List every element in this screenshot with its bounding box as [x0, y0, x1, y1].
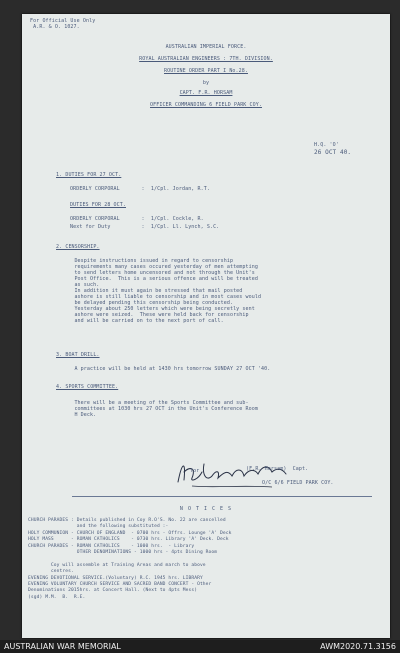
- title-line-3: ROUTINE ORDER PART I No.28.: [164, 68, 248, 74]
- section-4-body: There will be a meeting of the Sports Committee and sub- committees at 1030 hrs 27 OCT in the Unit's Conference Room H Deck.: [74, 400, 258, 418]
- divider: [72, 496, 372, 497]
- section-2-body: Despite instructions issued in regard to censorship requirements many cases occured yesterday of men attempting to send letters home uncensored and not through the Unit's Post Office. This is a serious offence and will be treated as such. In addition it must again be stressed that mail posted ashore is still liable to censorship and in most cases would be delayed pending this censorship being conducted. Yesterday about 250 letters which were being secretly sent ashore were seized. These were held back for censorship and will be carried on to the next port of call.: [74, 258, 262, 324]
- order-date: 26 OCT 40.: [314, 149, 352, 156]
- document-page: [22, 14, 390, 638]
- signatory-name: (F.R. Horsam) Capt.: [246, 466, 309, 472]
- signature-for: for: [190, 468, 200, 474]
- footer-bar: [0, 640, 400, 653]
- footer-accession: AWM2020.71.3156: [320, 642, 396, 651]
- title-line-1: AUSTRALIAN IMPERIAL FORCE.: [165, 44, 247, 50]
- section-3-body: A practice will be held at 1430 hrs tomorrow SUNDAY 27 OCT '40.: [62, 366, 271, 372]
- notices-title: N O T I C E S: [179, 506, 233, 512]
- section-1-line-2: ORDERLY CORPORAL : 1/Cpl. Cockle, R.: [70, 216, 204, 222]
- section-1-subtitle: DUTIES FOR 28 OCT.: [70, 202, 126, 208]
- title-line-4: by: [202, 80, 210, 86]
- section-1-line-3: Next for Duty : 1/Cpl. Ll. Lynch, S.C.: [70, 224, 220, 230]
- section-3-title: 3. BOAT DRILL.: [56, 352, 100, 358]
- section-2-title: 2. CENSORSHIP.: [56, 244, 100, 250]
- commander-name: CAPT. F.R. HORSAM: [179, 90, 233, 96]
- section-4-title: 4. SPORTS COMMITTEE.: [56, 384, 119, 390]
- notices-body: CHURCH PARADES : Details published in Coy R.O'S. No. 22 are cancelled and the following substituted :- HOLY COMMUNION - CHURCH OF ENGLAND - 0700 hrs - Offrs. Lounge 'A' Deck HOLY MASS - ROMAN CATHOLICS - 0730 hrs. Library 'A' Deck. Deck CHURCH PARADES - ROMAN CATHOLICS - 1000 hrs. - Library OTHER DENOMINATIONS - 1000 hrs - 4pts Dining Room Coy will assemble at Training Areas and march to above centres. EVENING DEVOTIONAL SERVICE.(Voluntary) R.C. 1945 hrs. LIBRARY EVENING VOLUNTARY CHURCH SERVICE AND SACRED BAND CONCERT - Other Denominations 2015hrs. at Concert Hall. (Next to 4pts Mess) (sgd) M.M. B. R.E.: [28, 518, 232, 600]
- signatory-unit: O/C 6/6 FIELD PARK COY.: [262, 480, 334, 486]
- commander-title: OFFICER COMMANDING 6 FIELD PARK COY.: [150, 102, 262, 108]
- title-line-2: ROYAL AUSTRALIAN ENGINEERS : 7TH. DIVISION.: [139, 56, 273, 62]
- footer-source: AUSTRALIAN WAR MEMORIAL: [4, 642, 121, 651]
- classification-stamp: For Official Use Only A.R. & O. 1027.: [30, 18, 96, 30]
- reference: H.Q. 'O': [314, 142, 339, 148]
- section-1-line-1: ORDERLY CORPORAL : 1/Cpl. Jordan, R.T.: [70, 186, 210, 192]
- section-1-title: 1. DUTIES FOR 27 OCT.: [56, 172, 122, 178]
